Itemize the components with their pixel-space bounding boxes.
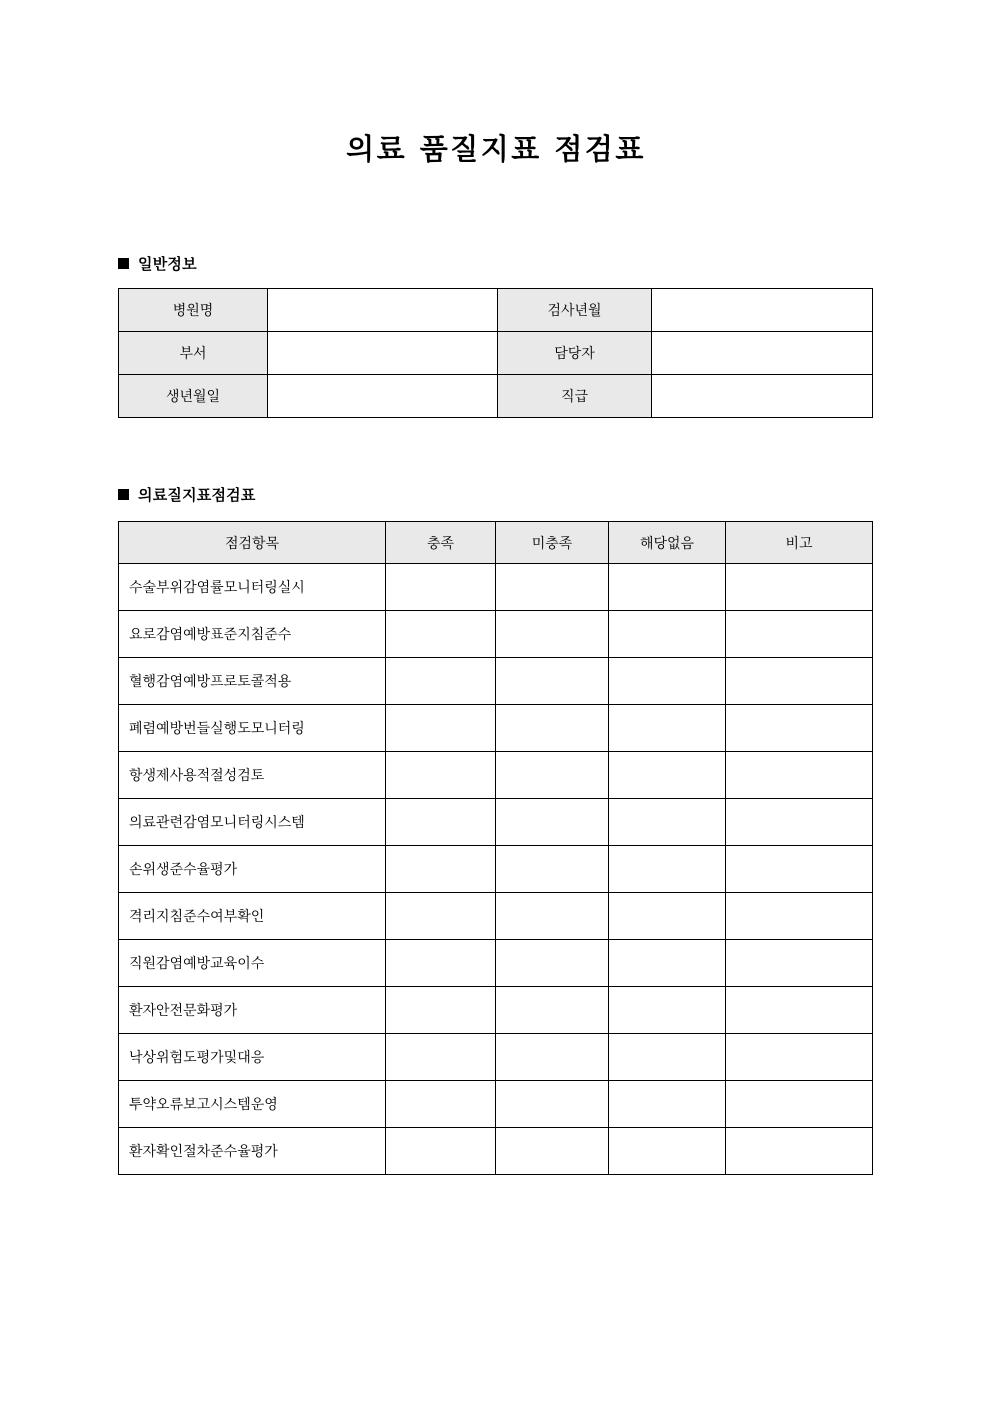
table-header-row bbox=[119, 522, 873, 564]
checklist-cell-remarks[interactable] bbox=[726, 799, 873, 846]
checklist-item-label: 항생제사용적절성검토 bbox=[119, 752, 386, 799]
checklist-item-label: 의료관련감염모니터링시스템 bbox=[119, 799, 386, 846]
checklist-item-label: 요로감염예방표준지침준수 bbox=[119, 611, 386, 658]
field-label-position: 직급 bbox=[498, 375, 652, 418]
checklist-cell-not-applicable[interactable] bbox=[609, 799, 726, 846]
checklist-cell-not-applicable[interactable] bbox=[609, 987, 726, 1034]
checklist-cell-met[interactable] bbox=[386, 705, 496, 752]
table-row bbox=[119, 375, 873, 418]
table-row bbox=[119, 752, 873, 799]
checklist-cell-not-applicable[interactable] bbox=[609, 846, 726, 893]
checklist-cell-met[interactable] bbox=[386, 893, 496, 940]
column-header-met: 충족 bbox=[386, 522, 496, 564]
general-info-table bbox=[118, 288, 873, 418]
checklist-cell-not-met[interactable] bbox=[496, 752, 609, 799]
checklist-cell-not-applicable[interactable] bbox=[609, 940, 726, 987]
table-row bbox=[119, 564, 873, 611]
checklist-item-label: 직원감염예방교육이수 bbox=[119, 940, 386, 987]
checklist-cell-not-met[interactable] bbox=[496, 564, 609, 611]
column-header-not-met: 미충족 bbox=[496, 522, 609, 564]
checklist-item-label: 폐렴예방번들실행도모니터링 bbox=[119, 705, 386, 752]
table-row bbox=[119, 658, 873, 705]
checklist-cell-not-applicable[interactable] bbox=[609, 611, 726, 658]
checklist-cell-met[interactable] bbox=[386, 987, 496, 1034]
table-row bbox=[119, 332, 873, 375]
black-square-bullet-icon bbox=[118, 489, 129, 500]
checklist-cell-met[interactable] bbox=[386, 1081, 496, 1128]
checklist-item-label: 투약오류보고시스템운영 bbox=[119, 1081, 386, 1128]
checklist-cell-remarks[interactable] bbox=[726, 846, 873, 893]
table-row bbox=[119, 289, 873, 332]
checklist-cell-not-applicable[interactable] bbox=[609, 705, 726, 752]
checklist-cell-met[interactable] bbox=[386, 940, 496, 987]
checklist-cell-remarks[interactable] bbox=[726, 893, 873, 940]
checklist-cell-met[interactable] bbox=[386, 1034, 496, 1081]
table-row bbox=[119, 893, 873, 940]
checklist-cell-not-met[interactable] bbox=[496, 658, 609, 705]
page-title: 의료 품질지표 점검표 bbox=[346, 132, 646, 166]
field-label-inspection-month: 검사년월 bbox=[498, 289, 652, 332]
checklist-cell-met[interactable] bbox=[386, 1128, 496, 1175]
checklist-cell-not-applicable[interactable] bbox=[609, 1034, 726, 1081]
checklist-cell-not-applicable[interactable] bbox=[609, 752, 726, 799]
section-heading-label: 일반정보 bbox=[138, 255, 197, 273]
checklist-cell-not-met[interactable] bbox=[496, 846, 609, 893]
section-heading-label: 의료질지표점검표 bbox=[138, 486, 256, 504]
field-label-person-in-charge: 담당자 bbox=[498, 332, 652, 375]
table-row bbox=[119, 1081, 873, 1128]
checklist-item-label: 환자확인절차준수율평가 bbox=[119, 1128, 386, 1175]
table-row bbox=[119, 846, 873, 893]
checklist-cell-not-met[interactable] bbox=[496, 611, 609, 658]
checklist-cell-not-met[interactable] bbox=[496, 987, 609, 1034]
table-row bbox=[119, 705, 873, 752]
column-header-n-a: 해당없음 bbox=[609, 522, 726, 564]
checklist-cell-remarks[interactable] bbox=[726, 611, 873, 658]
checklist-cell-remarks[interactable] bbox=[726, 658, 873, 705]
checklist-cell-remarks[interactable] bbox=[726, 987, 873, 1034]
table-row bbox=[119, 940, 873, 987]
field-label-hospital-name: 병원명 bbox=[119, 289, 268, 332]
field-label-department: 부서 bbox=[119, 332, 268, 375]
checklist-cell-not-met[interactable] bbox=[496, 940, 609, 987]
field-value-position[interactable] bbox=[652, 375, 873, 418]
checklist-cell-not-applicable[interactable] bbox=[609, 564, 726, 611]
checklist-table-body bbox=[119, 564, 873, 1175]
field-value-birth-date[interactable] bbox=[268, 375, 498, 418]
field-value-inspection-month[interactable] bbox=[652, 289, 873, 332]
checklist-cell-met[interactable] bbox=[386, 611, 496, 658]
checklist-item-label: 혈행감염예방프로토콜적용 bbox=[119, 658, 386, 705]
checklist-cell-met[interactable] bbox=[386, 564, 496, 611]
checklist-cell-met[interactable] bbox=[386, 658, 496, 705]
column-header-remarks: 비고 bbox=[726, 522, 873, 564]
checklist-cell-not-met[interactable] bbox=[496, 1128, 609, 1175]
checklist-cell-remarks[interactable] bbox=[726, 705, 873, 752]
table-row bbox=[119, 799, 873, 846]
checklist-cell-not-applicable[interactable] bbox=[609, 893, 726, 940]
table-row bbox=[119, 1034, 873, 1081]
table-row bbox=[119, 1128, 873, 1175]
field-label-birth-date: 생년월일 bbox=[119, 375, 268, 418]
checklist-cell-not-applicable[interactable] bbox=[609, 658, 726, 705]
section-heading-quality-checklist bbox=[118, 484, 256, 505]
checklist-cell-not-met[interactable] bbox=[496, 705, 609, 752]
checklist-cell-remarks[interactable] bbox=[726, 564, 873, 611]
field-value-hospital-name[interactable] bbox=[268, 289, 498, 332]
checklist-item-label: 손위생준수율평가 bbox=[119, 846, 386, 893]
checklist-cell-not-met[interactable] bbox=[496, 799, 609, 846]
table-row bbox=[119, 987, 873, 1034]
checklist-cell-remarks[interactable] bbox=[726, 1128, 873, 1175]
checklist-cell-remarks[interactable] bbox=[726, 1034, 873, 1081]
checklist-cell-not-met[interactable] bbox=[496, 1034, 609, 1081]
checklist-item-label: 낙상위험도평가및대응 bbox=[119, 1034, 386, 1081]
checklist-cell-not-met[interactable] bbox=[496, 1081, 609, 1128]
checklist-cell-met[interactable] bbox=[386, 799, 496, 846]
checklist-cell-remarks[interactable] bbox=[726, 940, 873, 987]
checklist-cell-not-applicable[interactable] bbox=[609, 1128, 726, 1175]
field-value-department[interactable] bbox=[268, 332, 498, 375]
checklist-cell-remarks[interactable] bbox=[726, 752, 873, 799]
column-header-item: 점검항목 bbox=[119, 522, 386, 564]
checklist-item-label: 수술부위감염률모니터링실시 bbox=[119, 564, 386, 611]
checklist-cell-not-met[interactable] bbox=[496, 893, 609, 940]
quality-checklist-table bbox=[118, 521, 873, 1175]
checklist-cell-remarks[interactable] bbox=[726, 1081, 873, 1128]
checklist-cell-met[interactable] bbox=[386, 752, 496, 799]
checklist-table-header bbox=[119, 522, 873, 564]
checklist-cell-met[interactable] bbox=[386, 846, 496, 893]
field-value-person-in-charge[interactable] bbox=[652, 332, 873, 375]
section-heading-general-info bbox=[118, 253, 197, 274]
checklist-item-label: 환자안전문화평가 bbox=[119, 987, 386, 1034]
table-row bbox=[119, 611, 873, 658]
black-square-bullet-icon bbox=[118, 258, 129, 269]
checklist-item-label: 격리지침준수여부확인 bbox=[119, 893, 386, 940]
checklist-cell-not-applicable[interactable] bbox=[609, 1081, 726, 1128]
general-info-table-body bbox=[119, 289, 873, 418]
